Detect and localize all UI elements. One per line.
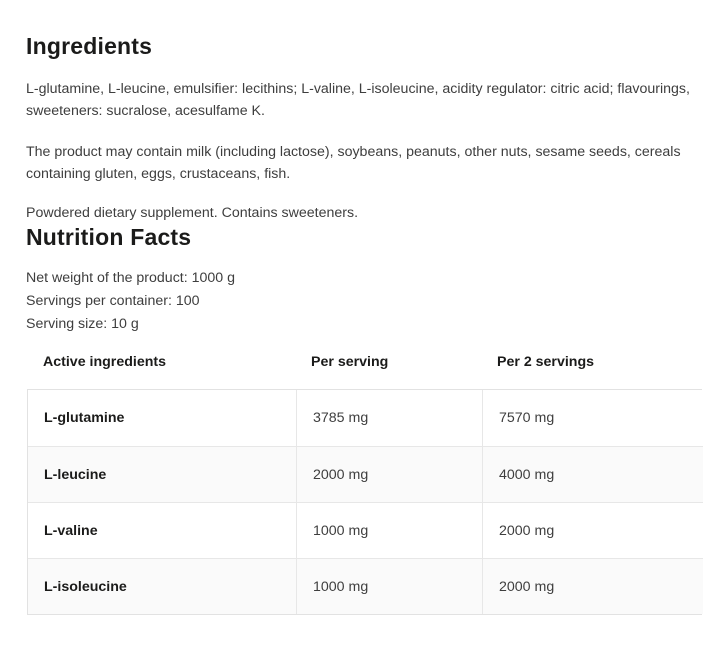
servings-per-container-line: Servings per container: 100: [26, 293, 200, 309]
net-weight-line: Net weight of the product: 1000 g: [26, 270, 236, 286]
ingredient-name-cell: L-isoleucine: [28, 558, 296, 614]
nutrition-facts-heading: Nutrition Facts: [26, 224, 192, 250]
ingredients-composition-paragraph: [26, 78, 720, 122]
supplement-note-paragraph: [26, 202, 720, 224]
ingredient-name-cell: L-glutamine: [28, 390, 296, 446]
per-2-servings-cell: 4000 mg: [482, 446, 703, 502]
per-serving-cell: 2000 mg: [296, 446, 482, 502]
column-header-active-ingredients: Active ingredients: [43, 354, 166, 370]
per-2-servings-cell: 2000 mg: [482, 502, 703, 558]
paragraph-line: containing gluten, eggs, crustaceans, fish.: [26, 166, 291, 182]
column-header-per-serving: Per serving: [311, 354, 389, 370]
paragraph-line: Powdered dietary supplement. Contains sweeteners.: [26, 205, 359, 221]
allergen-warning-paragraph: [26, 141, 720, 185]
nutrition-table: [27, 389, 702, 615]
nutrition-table-header: [27, 352, 720, 372]
column-header-per-2-servings: Per 2 servings: [497, 354, 595, 370]
per-2-servings-cell: 2000 mg: [482, 558, 703, 614]
per-serving-cell: 1000 mg: [296, 502, 482, 558]
per-serving-cell: 1000 mg: [296, 558, 482, 614]
paragraph-line: L-glutamine, L-leucine, emulsifier: lecithins; L-valine, L-isoleucine, acidity regulator: citric acid; flavourings,: [26, 81, 690, 97]
nutrition-summary: [26, 267, 720, 336]
ingredients-heading: Ingredients: [26, 33, 153, 59]
serving-size-line: Serving size: 10 g: [26, 316, 139, 332]
per-serving-cell: 3785 mg: [296, 390, 482, 446]
ingredient-name-cell: L-leucine: [28, 446, 296, 502]
per-2-servings-cell: 7570 mg: [482, 390, 703, 446]
paragraph-line: The product may contain milk (including lactose), soybeans, peanuts, other nuts, sesame seeds, cereals: [26, 144, 681, 160]
paragraph-line: sweeteners: sucralose, acesulfame K.: [26, 103, 265, 119]
ingredient-name-cell: L-valine: [28, 502, 296, 558]
